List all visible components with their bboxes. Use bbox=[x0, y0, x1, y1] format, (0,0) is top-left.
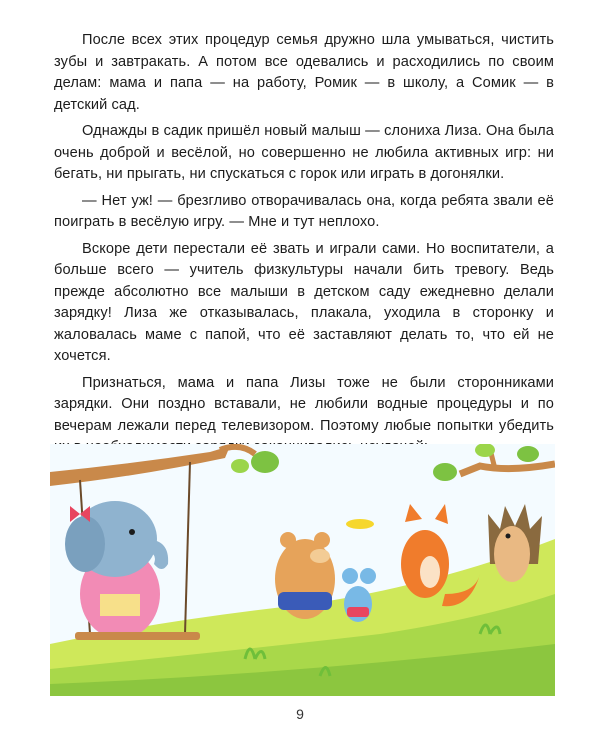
book bbox=[100, 594, 140, 616]
elephant-eye bbox=[129, 529, 135, 535]
illustration-svg bbox=[50, 444, 555, 696]
bear-snout bbox=[310, 549, 330, 563]
mouse-ear bbox=[342, 568, 358, 584]
paragraph-2: Однажды в садик пришёл новый малыш — слониха Лиза. Она была очень доброй и весёлой, но совершенно не любила активных игр: ни бегать, ни прыгать, ни спускаться с горок или играть в догонялки. bbox=[54, 123, 554, 182]
playground-illustration bbox=[50, 444, 555, 696]
bear bbox=[275, 532, 335, 619]
hedgehog-eye bbox=[506, 534, 511, 539]
leaf bbox=[517, 446, 539, 462]
leaf bbox=[433, 463, 457, 481]
bear-ear bbox=[314, 532, 330, 548]
fox-belly bbox=[420, 556, 440, 588]
swing-seat bbox=[75, 632, 200, 640]
elephant-ear bbox=[65, 516, 105, 572]
paragraph-1: После всех этих процедур семья дружно шла умываться, чистить зубы и завтракать. А потом все одевались и расходились по своим делам: мама и папа — на работу, Ромик — в школу, а Сомик — в детский сад. bbox=[54, 32, 554, 113]
paragraph-4: Вскоре дети перестали её звать и играли сами. Но воспитатели, а больше всего — учитель физкультуры начали бить тревогу. Ведь прежде абсолютно все малыши в детском саду ежедневно делали зарядку! Лиза же отказывалась, плакала, уходила в сторонку и жаловалась маме с папой, что её заставляют делать то, что ей не хочется. bbox=[54, 240, 554, 364]
leaf bbox=[231, 459, 249, 473]
story-text bbox=[54, 30, 554, 464]
leaf bbox=[251, 451, 279, 473]
bear-ear bbox=[280, 532, 296, 548]
paragraph-5: Признаться, мама и папа Лизы тоже не были сторонниками зарядки. Они поздно вставали, не любили водные процедуры и по вечерам лежали перед телевизором. Поэтому любые попытки убедить bbox=[54, 374, 554, 434]
hedgehog-body bbox=[494, 526, 530, 582]
paragraph-3: — Нет уж! — брезгливо отворачивалась она, когда ребята звали её поиграть в весёлую игру. — Мне и тут неплохо. bbox=[54, 192, 554, 230]
bear-shorts bbox=[278, 592, 332, 610]
mouse-shorts bbox=[347, 607, 369, 617]
page-number: 9 bbox=[296, 706, 304, 722]
mouse-ear bbox=[360, 568, 376, 584]
frisbee bbox=[346, 519, 374, 529]
